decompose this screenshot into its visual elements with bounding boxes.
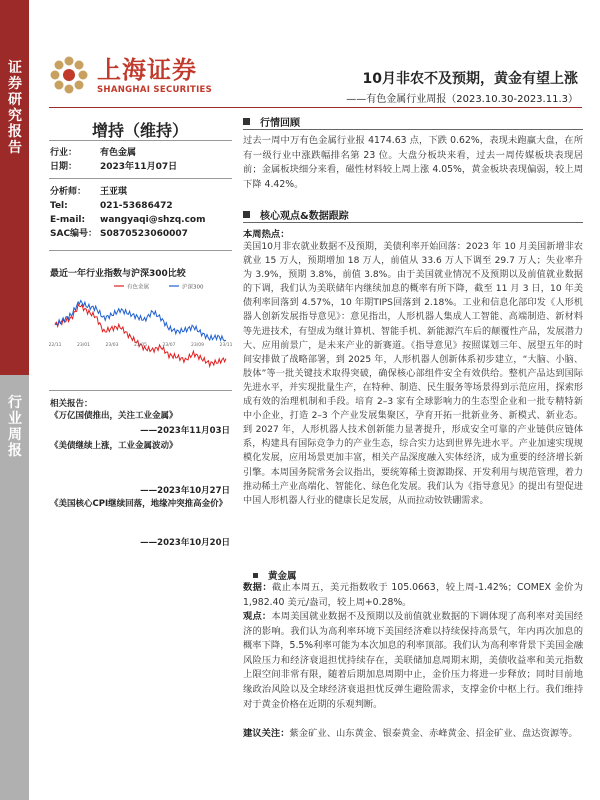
industry-label: 行业： — [50, 148, 78, 158]
gold-advice-text: 紫金矿业、山东黄金、银泰黄金、赤峰黄金、招金矿业、盘达资源等。 — [289, 728, 578, 739]
section-header-review — [243, 114, 300, 129]
gold-data-label: 数据： — [243, 582, 273, 593]
report-subtitle: ——有色金属行业周报（2023.10.30-2023.11.3） — [346, 94, 578, 105]
gold-advice-paragraph — [243, 727, 583, 742]
subsection-bullet-icon — [253, 573, 258, 578]
company-logo — [49, 55, 229, 97]
x-tick-label: 23/07 — [162, 343, 176, 348]
sac-label: SAC编号： — [50, 229, 98, 239]
gold-data-text: 截止本周五，美元指数收于 105.0663，较上周-1.42%；COMEX 金价为 1,982.40 美元/盎司，较上周+0.28%。 — [243, 582, 583, 608]
email-value[interactable]: wangyaqi@shzq.com — [100, 215, 206, 225]
divider — [49, 140, 232, 141]
x-tick-label: 22/11 — [49, 343, 62, 348]
section-title-core: 核心观点&数据跟踪 — [260, 211, 349, 222]
logo-emblem-icon — [49, 55, 89, 95]
date-label: 日期： — [50, 162, 78, 172]
x-tick-label: 23/05 — [134, 343, 147, 348]
divider — [49, 390, 232, 391]
related-report-1-date: ——2023年11月03日 — [140, 426, 230, 436]
report-title: 10月非农不及预期，黄金有望上涨 — [362, 71, 578, 87]
x-tick-label: 23/09 — [191, 343, 204, 348]
legend-label: 有色金属 — [127, 284, 150, 291]
gold-view-text: 本周美国就业数据不及预期以及前值就业数据的下调体现了高利率对美国经济的影响。我们认为高利率环境下美国经济难以持续保持高景气，年内再次加息的概率下降，5.5%利率可能为本次加息的利率顶部。我们认为高利率背景下美国金融风险压力和经济衰退担忧持续存在，美联储加息周期末期，美债收益率和美元指数上限空间非常有限，随着后期加息周期中止，金价压力将进一步释放；同时目前地缘政治风险以及全球经济衰退担忧反弹生避险需求，支撑金价中枢上行。我们维持对于黄金价格在近期的乐观判断。 — [243, 611, 583, 710]
gold-view-label: 观点： — [243, 611, 272, 622]
logo-english-name: SHANGHAI SECURITIES — [97, 85, 213, 95]
x-tick-label: 23/11 — [219, 343, 232, 348]
logo-chinese-name: 上海证券 — [97, 56, 197, 84]
x-tick-label: 23/03 — [105, 343, 119, 348]
divider — [49, 178, 232, 179]
section-bullet-icon — [243, 211, 250, 218]
gold-advice-label: 建议关注： — [243, 728, 290, 739]
date-value: 2023年11月07日 — [100, 162, 178, 172]
related-report-3[interactable]: 《美国核心CPI继续回落，地缘冲突推高金价》 — [50, 499, 228, 509]
index-comparison-chart — [49, 280, 232, 385]
section-header-gold — [243, 568, 297, 582]
related-report-2-date: ——2023年10月27日 — [140, 486, 230, 496]
related-report-1[interactable]: 《万亿国债推出，关注工业金属》 — [50, 411, 178, 421]
meta-block-analyst — [50, 185, 233, 241]
meta-block-industry — [50, 146, 233, 174]
section-title-review: 行情回顾 — [260, 118, 300, 129]
chart-title: 最近一年行业指数与沪深300比较 — [50, 269, 186, 279]
review-paragraph: 过去一周中万有色金属行业报 4174.63 点，下跌 0.62%，表现未跑赢大盘，在所有一级行业中涨跌幅排名第 23 位。大盘分板块来看，过去一周传媒板块表现居前；金属板块细分来看，磁性材料较上周上涨 4.05%，黄金板块表现偏弱，较上周下降 4.42%。 — [243, 135, 583, 190]
divider — [49, 250, 232, 251]
legend-label: 沪深300 — [182, 284, 204, 291]
section-bullet-icon — [243, 118, 250, 125]
section-title-gold: 黄金属 — [268, 571, 297, 582]
side-label-report-type: 证券研究报告 — [8, 60, 22, 156]
section-divider — [243, 222, 583, 223]
rating: 增持（维持） — [91, 121, 188, 140]
related-reports-title: 相关报告： — [50, 399, 93, 409]
hot-topics-label: 本周热点： — [243, 229, 290, 240]
side-label-weekly: 行业周报 — [8, 395, 22, 459]
analyst-value: 王亚琪 — [100, 187, 128, 197]
hot-topics-paragraph: 美国10月非农就业数据不及预期，美债利率开始回落：2023 年 10 月美国新增非农就业 15 万人，预期增加 18 万人，前值从 33.6 万人下调至 29.7 万人；失业率升为 3.9%，预期 3.8%，前值 3.8%。由于美国就业情况不及预期以及前值就业数据的下调，我们认为美联储年内继续加息的概率有所下降，截至 11 月 3 日，10 年美债利率回落到 4.57%，10 年期TIPS回落到 2.18%。工业和信息化部印发《人形机器人创新发展指导意见》：意见指出，人形机器人集成人工智能、高端制造、新材料等先进技术，有望成为继计算机、智能手机、新能源汽车后的颠覆性产品，发展潜力大、应用前景广，是未来产业的新赛道。《指导意见》按照谋划三年、展望五年的时间安排做了战略部署，到 2025 年，人形机器人创新体系初步建立，“大脑、小脑、肢体”等一批关键技术取得突破，确保核心部组件安全有效供给。整机产品达到国际先进水平，并实现批量生产，在特种、制造、民生服务等场景得到示范应用，探索形成有效的治理机制和手段。培育 2–3 家有全球影响力的生态型企业和一批专精特新中小企业，打造 2–3 个产业发展集聚区，孕育开拓一批新业务、新模式、新业态。到 2027 年，人形机器人技术创新能力显著提升，形成安全可靠的产业链供应链体系，构建具有国际竞争力的产业生态，综合实力达到世界先进水平。产业加速实现规模化发展，应用场景更加丰富，相关产品深度融入实体经济，成为重要的经济增长新引擎。本周国务院常务会议指出，要统筹稀土资源勘探、开发利用与规范管理，着力推动稀土产业高端化、智能化、绿色化发展。我们认为《指导意见》的提出有望促进中国人形机器人行业的健康长足发展，从而拉动钕铁硼需求。 — [243, 242, 583, 506]
analyst-label: 分析师： — [50, 187, 87, 197]
email-label: E-mail: — [50, 215, 86, 225]
x-tick-label: 23/01 — [77, 343, 90, 348]
industry-value: 有色金属 — [100, 148, 137, 158]
tel-value: 021-53686472 — [100, 201, 173, 211]
related-report-2[interactable]: 《美债继续上涨，工业金属波动》 — [50, 441, 178, 451]
related-report-3-date: ——2023年10月20日 — [140, 538, 230, 548]
section-divider — [243, 129, 583, 130]
side-bar-top — [0, 0, 29, 375]
sac-value: S0870523060007 — [100, 229, 188, 239]
section-header-core — [243, 207, 349, 222]
gold-view-paragraph — [243, 610, 583, 712]
series-line-nonferrous — [55, 304, 226, 366]
header-divider — [49, 107, 582, 108]
gold-data-paragraph — [243, 581, 583, 610]
tel-label: Tel: — [50, 201, 68, 211]
